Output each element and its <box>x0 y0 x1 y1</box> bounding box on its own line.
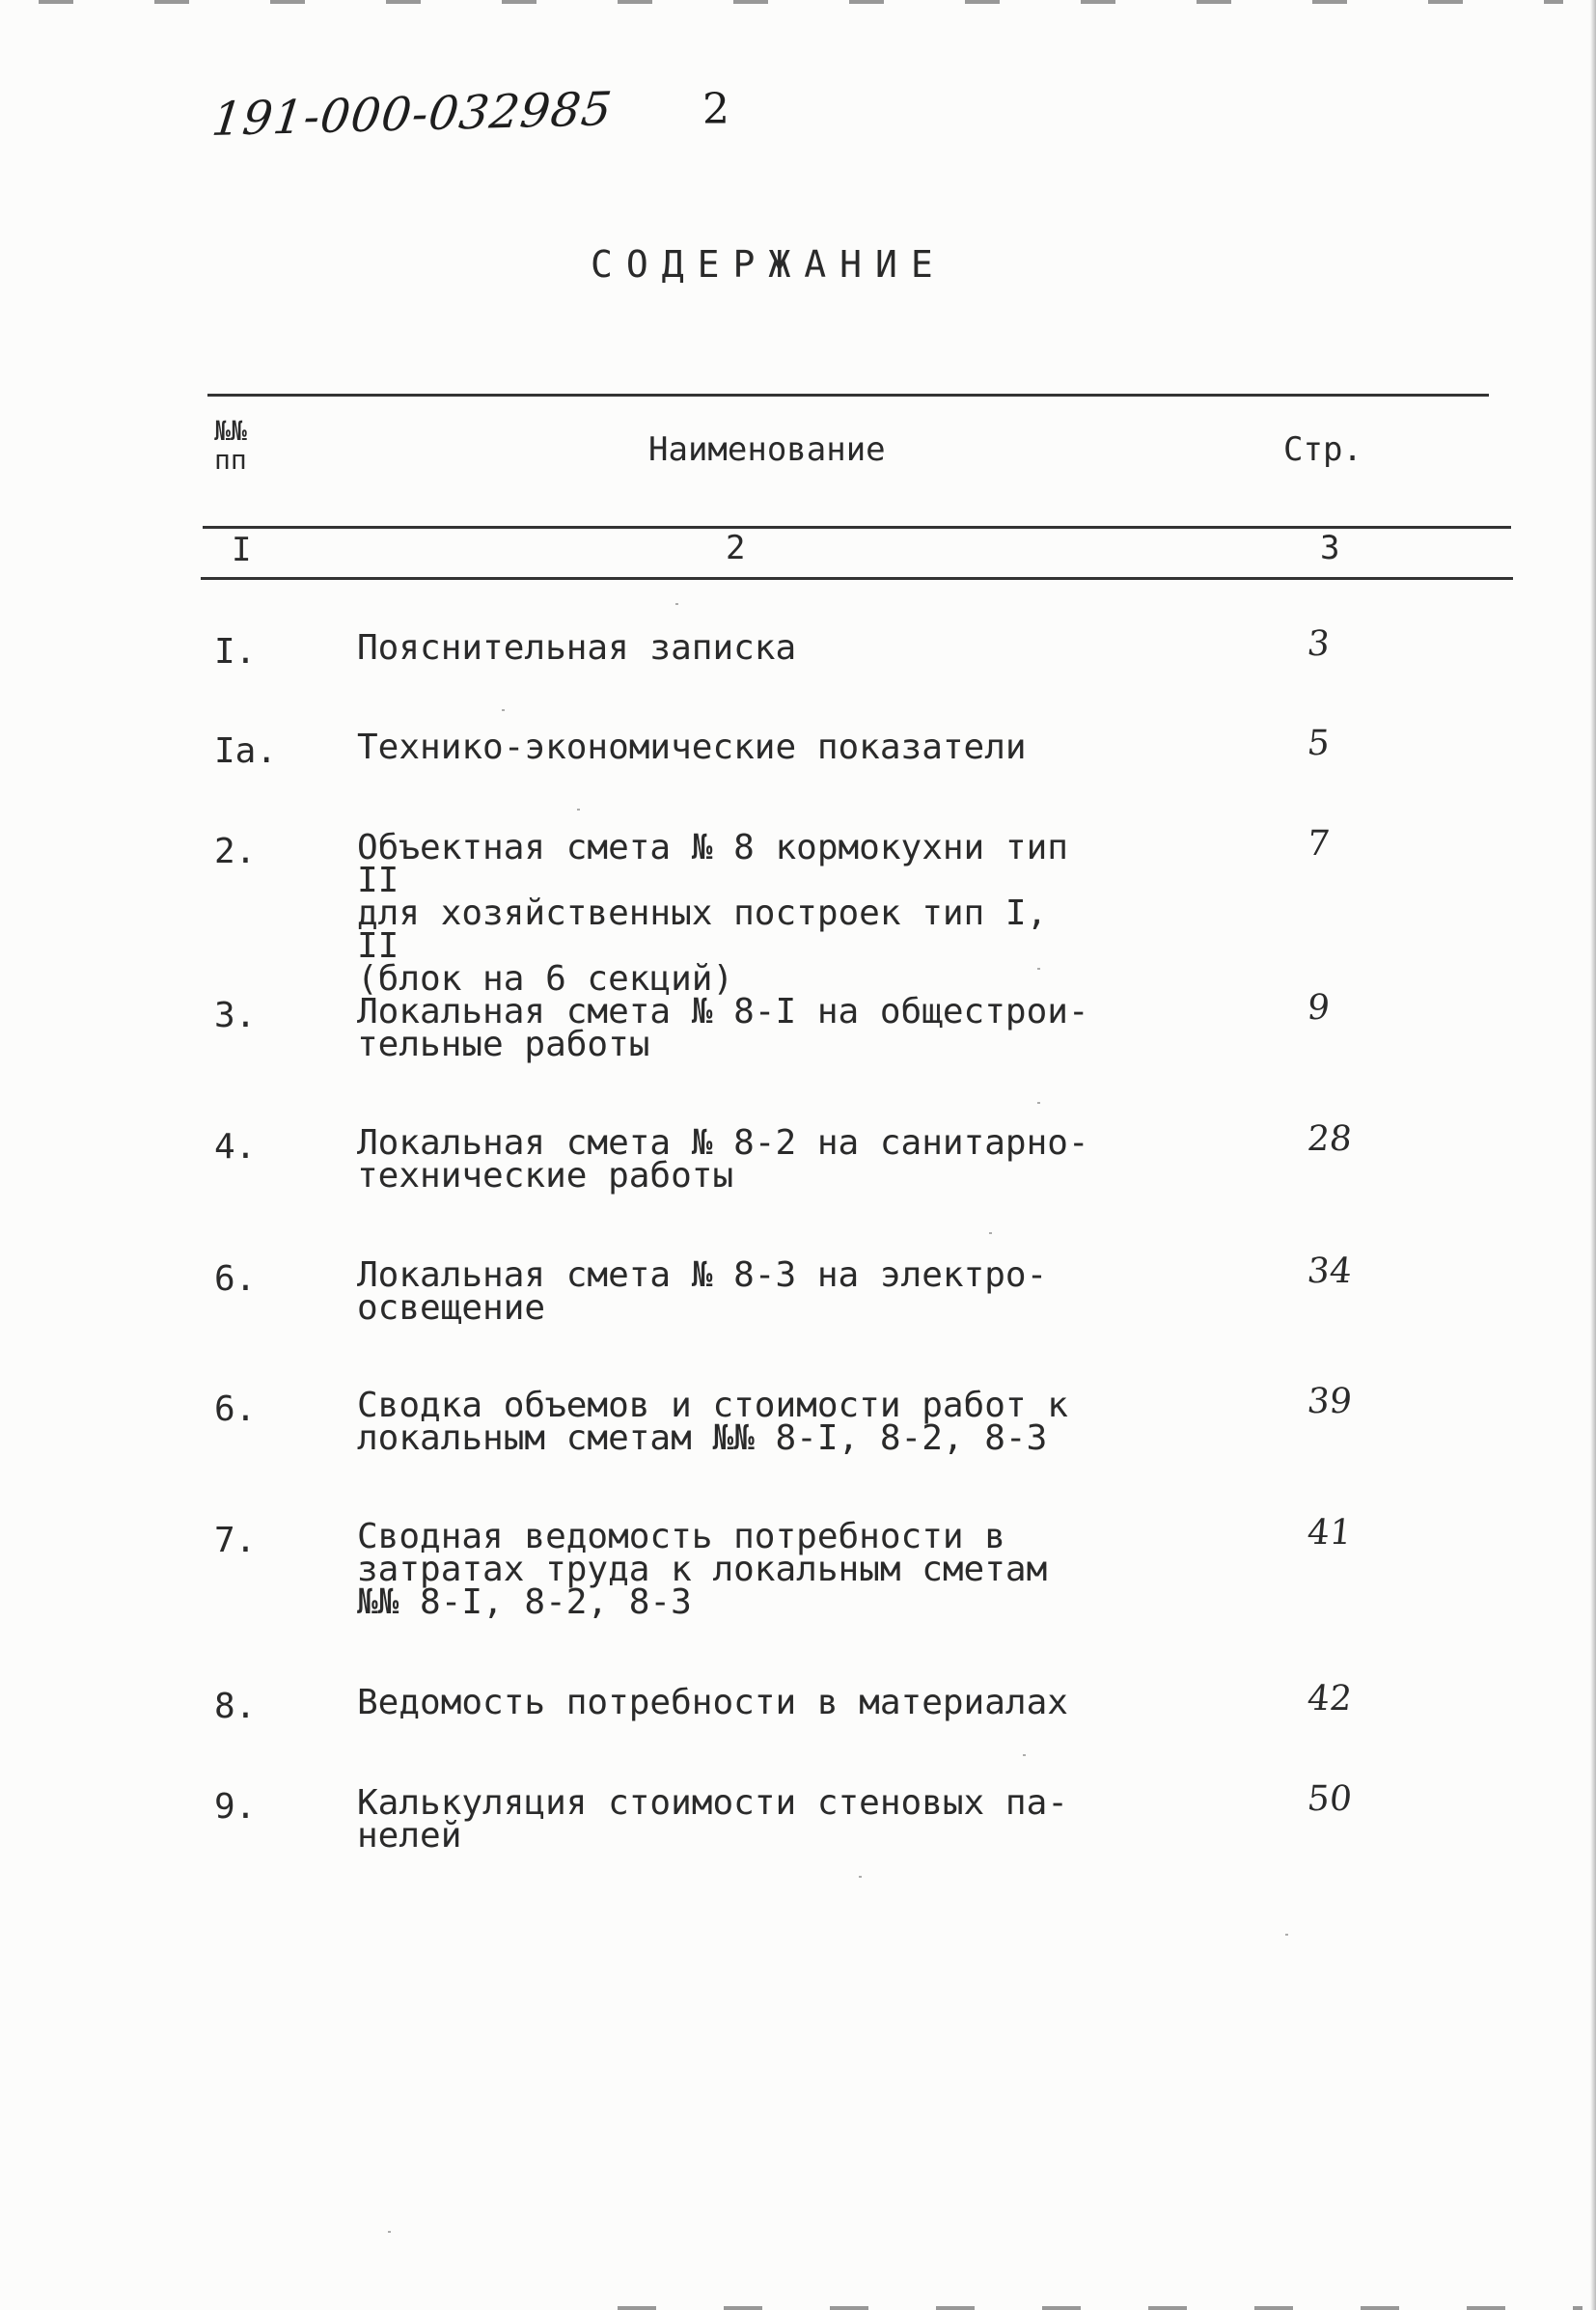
row-number: 3. <box>214 996 257 1035</box>
row-page: 9 <box>1305 988 1333 1028</box>
row-title: Сводная ведомость потребности в затратах труда к локальным сметам №№ 8-I, 8-2, 8-3 <box>357 1517 1048 1622</box>
row-page: 5 <box>1305 724 1333 763</box>
row-number: 8. <box>214 1687 257 1726</box>
row-title: Калькуляция стоимости стеновых па- нелей <box>357 1783 1068 1856</box>
row-number: 7. <box>214 1521 257 1560</box>
row-title: Сводка объемов и стоимости работ к локальным сметам №№ 8-I, 8-2, 8-3 <box>357 1386 1068 1458</box>
scan-speck <box>502 709 505 711</box>
scan-edge-top <box>39 0 1563 4</box>
scan-speck <box>1037 1102 1040 1104</box>
row-title: Объектная смета № 8 кормокухни тип II для хозяйственных построек тип I, II (блок на 6 секций) <box>357 828 1068 999</box>
row-number: 2. <box>214 832 257 871</box>
column-number-1: I <box>232 531 252 569</box>
row-number: Iа. <box>214 731 278 771</box>
header-number-column: №№ пп <box>214 415 247 476</box>
row-page: 3 <box>1305 624 1333 664</box>
row-number: 9. <box>214 1787 257 1827</box>
scan-speck <box>1037 968 1040 970</box>
handwritten-document-code: 191-000-032985 <box>208 82 616 147</box>
scan-edge-right <box>1590 0 1596 2310</box>
row-title: Локальная смета № 8-I на общестрои- тельные работы <box>357 992 1089 1064</box>
scan-edge-bottom <box>618 2306 1582 2310</box>
row-number: 6. <box>214 1389 257 1429</box>
header-name-column: Наименование <box>648 430 886 469</box>
row-page: 34 <box>1305 1251 1354 1291</box>
row-title: Ведомость потребности в материалах <box>357 1683 1068 1722</box>
row-number: 6. <box>214 1259 257 1299</box>
scan-speck <box>989 1232 992 1234</box>
row-title: Локальная смета № 8-2 на санитарно- технические работы <box>357 1123 1089 1196</box>
table-top-rule <box>207 394 1489 397</box>
scan-speck <box>388 2231 391 2233</box>
row-page: 42 <box>1305 1679 1354 1719</box>
row-page: 7 <box>1305 824 1333 864</box>
header-divider-rule <box>203 526 1511 529</box>
column-number-2: 2 <box>726 529 746 567</box>
row-number: 4. <box>214 1127 257 1167</box>
scan-speck <box>1023 1754 1026 1756</box>
header-page-column: Стр. <box>1283 430 1362 469</box>
scan-speck <box>675 603 678 605</box>
row-page: 28 <box>1305 1119 1354 1159</box>
page-number: 2 <box>702 85 729 134</box>
row-number: I. <box>214 632 257 672</box>
scan-speck <box>577 809 580 811</box>
row-page: 41 <box>1305 1513 1354 1553</box>
header-bottom-rule <box>201 577 1513 580</box>
row-page: 39 <box>1305 1382 1354 1421</box>
scan-speck <box>859 1876 862 1878</box>
row-title: Пояснительная записка <box>357 628 797 668</box>
row-title: Технико-экономические показатели <box>357 728 1027 767</box>
row-page: 50 <box>1305 1779 1354 1819</box>
column-number-3: 3 <box>1320 529 1340 567</box>
row-title: Локальная смета № 8-3 на электро- освещение <box>357 1255 1048 1328</box>
scan-speck <box>1285 1934 1288 1936</box>
page-title: СОДЕРЖАНИЕ <box>591 243 947 286</box>
